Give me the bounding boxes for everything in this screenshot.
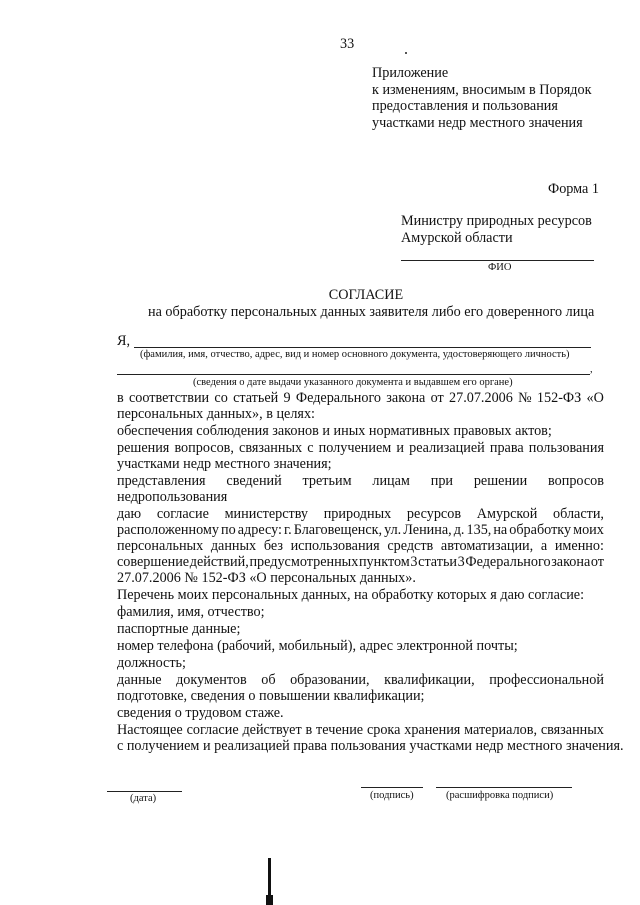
applicant-name-line[interactable] [134, 347, 591, 348]
applicant-caption-1: (фамилия, имя, отчество, адрес, вид и номер основного документа, удостоверяющего личность) [140, 349, 570, 360]
body-paragraph-6: Перечень моих персональных данных, на обработку которых я даю согласие: [117, 587, 585, 603]
applicant-prefix: Я, [117, 333, 131, 349]
appendix-block [372, 65, 591, 131]
list-item: номер телефона (рабочий, мобильный), адрес электронной почты; [117, 638, 518, 654]
body-paragraph-3-cont: участками недр местного значения; [117, 456, 332, 472]
body-paragraph-5: даю согласие министерству природных ресурсов Амурской области, [117, 506, 604, 522]
appendix-line: к изменениям, вносимым в Порядок [372, 81, 592, 98]
decoding-caption: (расшифровка подписи) [446, 790, 554, 801]
line-comma: , [590, 364, 593, 375]
appendix-line: предоставления и пользования [372, 98, 558, 115]
applicant-caption-2: (сведения о дате выдачи указанного документа и выдавшем его органе) [193, 377, 513, 388]
applicant-document-line[interactable] [117, 374, 590, 375]
body-paragraph-2: обеспечения соблюдения законов и иных нормативных правовых актов; [117, 423, 552, 439]
body-paragraph-5-cont: 27.07.2006 № 152-ФЗ «О персональных данных». [117, 570, 416, 586]
body-paragraph-5-cont: персональных данных без использования средств автоматизации, а именно: [117, 538, 604, 554]
appendix-title: Приложение [372, 65, 449, 81]
list-item: фамилия, имя, отчество; [117, 604, 265, 620]
form-label: Форма 1 [548, 181, 599, 197]
signature-line[interactable] [361, 787, 423, 788]
body-paragraph-1: в соответствии со статьей 9 Федерального закона от 27.07.2006 № 152-ФЗ «О [117, 390, 604, 406]
binding-mark-base [266, 895, 273, 905]
body-paragraph-9-cont: с получением и реализацией права пользования участками недр местного значения. [117, 738, 624, 754]
appendix-line: участками недр местного значения [372, 114, 583, 131]
body-paragraph-3: решения вопросов, связанных с получением и реализацией права пользования [117, 440, 604, 456]
addressee-block [401, 213, 592, 246]
date-caption: (дата) [130, 793, 157, 804]
addressee-line: Министру природных ресурсов [401, 213, 592, 229]
consent-subtitle: на обработку персональных данных заявителя либо его доверенного лица [148, 304, 595, 320]
decoding-line[interactable] [436, 787, 572, 788]
date-line[interactable] [107, 791, 182, 792]
consent-title: СОГЛАСИЕ [328, 287, 404, 303]
body-paragraph-5-cont: расположенному по адресу: г. Благовещенск, ул. Ленина, д. 135, на обработку моих [117, 522, 604, 538]
body-paragraph-9: Настоящее согласие действует в течение срока хранения материалов, связанных [117, 722, 604, 738]
body-paragraph-4: представления сведений третьим лицам при решении вопросов [117, 473, 604, 489]
body-paragraph-1-cont: персональных данных», в целях: [117, 406, 315, 422]
body-paragraph-5-cont: совершение действий, предусмотренных пунктом 3 статьи 3 Федерального закона от [117, 554, 604, 570]
fio-caption: ФИО [488, 262, 512, 273]
list-item: должность; [117, 655, 186, 671]
fio-line[interactable] [401, 260, 594, 261]
body-paragraph-4-cont: недропользования [117, 489, 228, 505]
body-paragraph-7: данные документов об образовании, квалификации, профессиональной [117, 672, 604, 688]
scan-speck [405, 52, 407, 54]
list-item: паспортные данные; [117, 621, 241, 637]
body-paragraph-8: сведения о трудовом стаже. [117, 705, 284, 721]
body-paragraph-7-cont: подготовке, сведения о повышении квалификации; [117, 688, 425, 704]
signature-caption: (подпись) [370, 790, 414, 801]
page-number: 33 [340, 36, 355, 52]
addressee-line: Амурской области [401, 229, 513, 246]
